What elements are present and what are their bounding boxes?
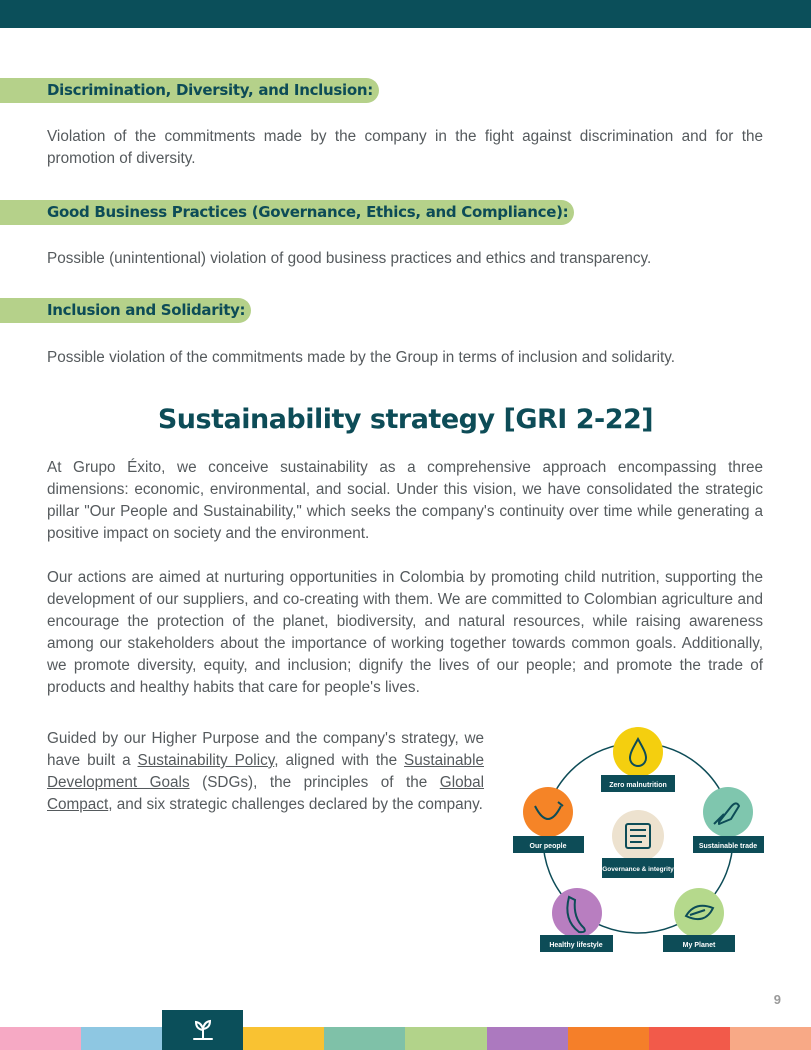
global-compact-link[interactable]: Global Compact xyxy=(47,774,485,813)
section-text-good-business: Possible (unintentional) violation of good business practices and ethics and transparency. xyxy=(47,250,652,267)
top-banner xyxy=(0,0,811,28)
section-title-discrimination: Discrimination, Diversity, and Inclusion: xyxy=(0,78,379,103)
sustainable-trade-label: Sustainable trade xyxy=(698,843,758,850)
sustainability-policy-link[interactable]: Sustainability Policy xyxy=(137,752,275,769)
guided-text-3: (SDGs), the principles of the xyxy=(189,774,440,791)
strategy-paragraph-1: At Grupo Éxito, we conceive sustainability as a comprehensive approach encompassing three dimensions: economic, environmental, and social. Under this vision, we have consolidated the strategic pillar "Our People and Sustainability," which seeks the company's continuity over time while generating a positive impact on society and the environment. xyxy=(47,459,763,542)
sdg-link[interactable]: Sustainable Development Goals xyxy=(47,752,484,791)
strip-green xyxy=(405,1027,486,1050)
section-text-discrimination: Violation of the commitments made by the company in the fight against discrimination and for the promotion of diversity. xyxy=(47,128,763,167)
plant-icon xyxy=(190,1018,216,1042)
strip-blue xyxy=(81,1027,162,1050)
strip-orange xyxy=(568,1027,649,1050)
my-planet-label: My Planet xyxy=(682,942,716,949)
page-number: 9 xyxy=(773,992,781,1007)
strip-teal xyxy=(324,1027,405,1050)
governance-label: Governance & integrity xyxy=(602,866,674,873)
footer-logo-tab xyxy=(162,1010,243,1050)
strip-yellow xyxy=(243,1027,324,1050)
strip-pink xyxy=(0,1027,81,1050)
strip-red xyxy=(649,1027,730,1050)
healthy-lifestyle-label: Healthy lifestyle xyxy=(549,942,603,949)
guided-text-4: , and six strategic challenges declared by the company. xyxy=(108,796,483,813)
zero-malnutrition-circle xyxy=(613,727,663,777)
our-people-circle xyxy=(523,787,573,837)
section-title-inclusion: Inclusion and Solidarity: xyxy=(0,298,251,323)
strategy-diagram xyxy=(505,720,775,965)
guided-text-2: , aligned with the xyxy=(274,752,405,769)
strategy-paragraph-2: Our actions are aimed at nurturing opportunities in Colombia by promoting child nutrition, supporting the development of our suppliers, and co-creating with them. We are committed to Colombian agriculture and encourage the protection of the planet, biodiversity, and natural resources, while raising awareness among our stakeholders about the importance of working together towards common goals. Additionally, we promote diversity, equity, and inclusion; dignify the lives of our people; and promote the trade of products and healthy habits that care for people's lives. xyxy=(47,569,763,696)
zero-malnutrition-label: Zero malnutrition xyxy=(609,782,667,789)
section-title-good-business: Good Business Practices (Governance, Ethics, and Compliance): xyxy=(0,200,574,225)
strip-peach xyxy=(730,1027,811,1050)
strip-purple xyxy=(487,1027,568,1050)
guided-text-1: Guided by our Higher Purpose and the company's strategy, we have built a xyxy=(47,730,484,769)
footer-color-strip xyxy=(0,1027,811,1050)
page-title: Sustainability strategy [GRI 2-22] xyxy=(157,404,654,435)
guided-paragraph xyxy=(47,728,484,816)
our-people-label: Our people xyxy=(529,843,567,850)
section-text-inclusion: Possible violation of the commitments made by the Group in terms of inclusion and solidarity. xyxy=(47,349,676,366)
